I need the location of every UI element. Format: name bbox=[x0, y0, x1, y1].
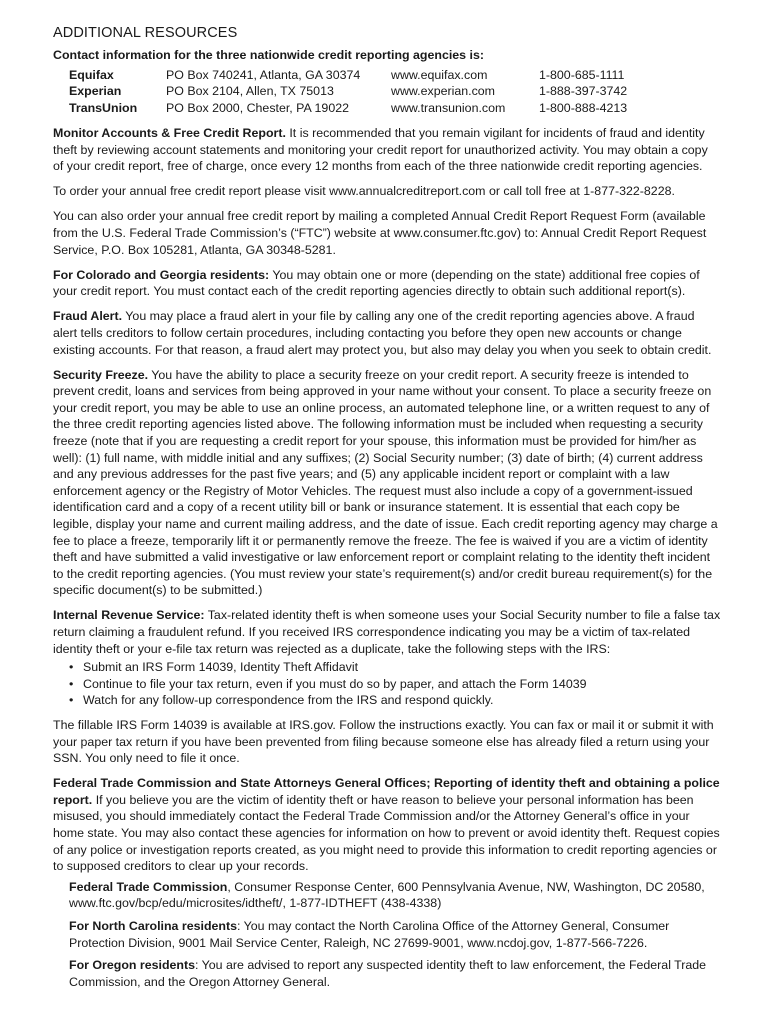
fraud-alert-text: You may place a fraud alert in your file by calling any one of the credit reporting agencies above. A fraud alert tells creditors to follow certain procedures, including contacting you before they open new accounts or change existing accounts. For that reason, a fraud alert may protect you, but also may delay you when you seek to obtain credit. bbox=[53, 309, 712, 357]
agency-phone: 1-888-397-3742 bbox=[539, 84, 628, 99]
agency-website: www.transunion.com bbox=[391, 101, 506, 116]
bullet-icon: • bbox=[69, 693, 74, 708]
list-item bbox=[67, 692, 721, 709]
list-item bbox=[67, 676, 721, 693]
agency-website: www.equifax.com bbox=[391, 67, 488, 82]
agency-phone: 1-800-888-4213 bbox=[539, 101, 628, 116]
north-carolina-title: For North Carolina residents bbox=[69, 919, 237, 934]
irs-text: Tax-related identity theft is when someone uses your Social Security number to file a false tax return claiming a fraudulent refund. If you received IRS correspondence indicating you may be a victim of tax-related identity theft or your e-file tax return was rejected as a duplicate, take the following steps with the IRS: bbox=[53, 608, 721, 656]
agency-table bbox=[69, 67, 659, 117]
monitor-title: Monitor Accounts & Free Credit Report. bbox=[53, 125, 286, 140]
irs-step-text: Submit an IRS Form 14039, Identity Theft Affidavit bbox=[83, 660, 359, 675]
fraud-alert-paragraph bbox=[53, 308, 721, 358]
monitor-paragraph bbox=[53, 125, 721, 175]
colorado-text: You may obtain one or more (depending on the state) additional free copies of your credit report. You must contact each of the credit reporting agencies directly to obtain such additional report(s). bbox=[53, 267, 700, 299]
irs-step-text: Watch for any follow-up correspondence from the IRS and respond quickly. bbox=[83, 693, 494, 708]
page-heading: ADDITIONAL RESOURCES bbox=[53, 25, 238, 41]
irs-steps-list bbox=[67, 659, 721, 709]
security-freeze-text: You have the ability to place a security freeze on your credit report. A security freeze is intended to prevent credit, loans and services from being approved in your name without your consent. To place a security freeze on your credit report, you may be able to use an online process, an automated telephone line, or a written request to any of the three credit reporting agencies listed above. The following information must be included when requesting a security freeze (note that if you are requesting a credit report for your spouse, this information must be provided for him/her as well): (1) full name, with middle initial and any suffixes; (2) Social Security number; (3) date of birth; (4) current address and any previous addresses for the past five years; and (5) any applicable incident report or complaint with a law enforcement agency or the Registry of Motor Vehicles. The request must also include a copy of a government-issued identification card and a copy of a recent utility bill or bank or insurance statement. It is essential that each copy be legible, display your name and current mailing address, and the date of issue. Each credit reporting agency may charge a fee to place a freeze, temporarily lift it or permanently remove the freeze. The fee is waived if you are a victim of identity theft and have submitted a valid investigative or law enforcement report or complaint relating to the identity theft incident to the credit reporting agencies. (You must review your state’s requirement(s) and/or credit bureau requirement(s) for the specific document(s) to be submitted.) bbox=[53, 367, 718, 598]
bullet-icon: • bbox=[69, 660, 74, 675]
oregon-text: : You are advised to report any suspected identity theft to law enforcement, the Federal Trade Commission, and the Oregon Attorney General. bbox=[69, 958, 707, 989]
irs-form-paragraph: The fillable IRS Form 14039 is available at IRS.gov. Follow the instructions exactly. You can fax or mail it or submit it with your paper tax return if you have been prevented from filing because someone else has already filed a return using your SSN. You only need to file it once. bbox=[53, 717, 714, 766]
oregon-title: For Oregon residents bbox=[69, 958, 195, 973]
list-item bbox=[67, 659, 721, 676]
ftc-paragraph bbox=[53, 775, 721, 875]
agency-phone: 1-800-685-1111 bbox=[539, 67, 625, 82]
ftc-contact-title: Federal Trade Commission bbox=[69, 879, 228, 894]
ftc-title: Federal Trade Commission and State Attorneys General Offices; Reporting of identity theft and obtaining a police report. bbox=[53, 776, 720, 807]
bullet-icon: • bbox=[69, 676, 74, 691]
colorado-title: For Colorado and Georgia residents: bbox=[53, 267, 270, 282]
ftc-text: If you believe you are the victim of identity theft or have reason to believe your personal information has been misused, you should immediately contact the Federal Trade Commission and/or the Attorney General’s office in your home state. You may also contact these agencies for information on how to prevent or avoid identity theft. Request copies of any police or investigation reports created, as you might need to provide this information to credit reporting agencies or to supposed creditors to clear up your records. bbox=[53, 792, 720, 874]
agency-name: Experian bbox=[69, 84, 122, 99]
north-carolina-paragraph bbox=[69, 918, 721, 951]
agency-row bbox=[69, 83, 659, 100]
ftc-contact-paragraph bbox=[69, 879, 721, 912]
agency-row bbox=[69, 67, 659, 84]
agency-address: PO Box 2104, Allen, TX 75013 bbox=[166, 84, 334, 99]
agency-row bbox=[69, 100, 659, 117]
oregon-paragraph bbox=[69, 957, 721, 990]
ftc-contact-text: , Consumer Response Center, 600 Pennsylvania Avenue, NW, Washington, DC 20580, www.ftc.gov/bcp/edu/microsites/idtheft/, 1-877-IDTHEFT (438-4338) bbox=[69, 879, 705, 911]
agency-website: www.experian.com bbox=[391, 84, 495, 99]
fraud-alert-title: Fraud Alert. bbox=[53, 309, 123, 324]
agency-name: Equifax bbox=[69, 67, 114, 82]
security-freeze-title: Security Freeze. bbox=[53, 367, 149, 382]
colorado-paragraph bbox=[53, 267, 721, 300]
document-page bbox=[53, 24, 721, 996]
agency-address: PO Box 740241, Atlanta, GA 30374 bbox=[166, 67, 361, 82]
irs-paragraph bbox=[53, 607, 721, 657]
irs-step-text: Continue to file your tax return, even if you must do so by paper, and attach the Form 14039 bbox=[83, 676, 587, 691]
agency-name: TransUnion bbox=[69, 101, 138, 116]
order-mail-paragraph: You can also order your annual free credit report by mailing a completed Annual Credit Report Request Form (available from the U.S. Federal Trade Commission’s (“FTC”) website at www.consumer.ftc.gov) to: Annual Credit Report Request Service, P.O. Box 105281, Atlanta, GA 30348-5281. bbox=[53, 209, 707, 257]
contact-intro: Contact information for the three nationwide credit reporting agencies is: bbox=[53, 48, 484, 62]
monitor-text: It is recommended that you remain vigilant for incidents of fraud and identity theft by reviewing account statements and monitoring your credit report for unauthorized activity. You may obtain a copy of your credit report, free of charge, once every 12 months from each of the three nationwide credit reporting agencies. bbox=[53, 125, 708, 174]
irs-title: Internal Revenue Service: bbox=[53, 608, 205, 623]
security-freeze-paragraph bbox=[53, 367, 721, 599]
north-carolina-text: : You may contact the North Carolina Office of the Attorney General, Consumer Protection Division, 9001 Mail Service Center, Raleigh, NC 27699-9001, www.ncdoj.gov, 1-877-566-7226. bbox=[69, 919, 670, 950]
order-online-paragraph: To order your annual free credit report please visit www.annualcreditreport.com or call toll free at 1-877-322-8228. bbox=[53, 184, 675, 199]
agency-address: PO Box 2000, Chester, PA 19022 bbox=[166, 101, 349, 116]
